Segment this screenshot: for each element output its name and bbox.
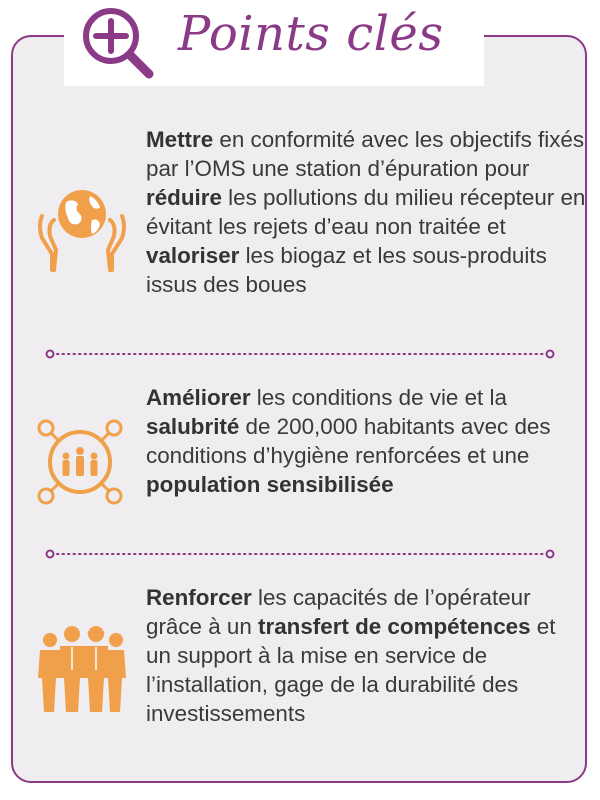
hands-globe-icon xyxy=(36,186,128,272)
page-title: Points clés xyxy=(178,6,444,62)
team-workers-icon xyxy=(36,620,128,714)
divider xyxy=(44,548,556,560)
community-network-icon xyxy=(36,418,124,506)
divider xyxy=(44,348,556,360)
magnifier-plus-icon xyxy=(77,4,163,84)
key-point-1-text: Mettre en conformité avec les objectifs fixés par l’OMS une station d’épuration pour réduire les pollutions du milieu récepteur en évitant les rejets d’eau non traitée et valoriser les biogaz et les sous-produits issus des boues xyxy=(146,127,586,297)
key-point-3-text: Renforcer les capacités de l’opérateur grâce à un transfert de compétences et un support à la mise en service de l’installation, gage de la durabilité des investissements xyxy=(146,585,556,726)
key-point-2-text: Améliorer les conditions de vie et la salubrité de 200,000 habitants avec des conditions d’hygiène renforcées et une population sensibilisée xyxy=(146,385,551,497)
